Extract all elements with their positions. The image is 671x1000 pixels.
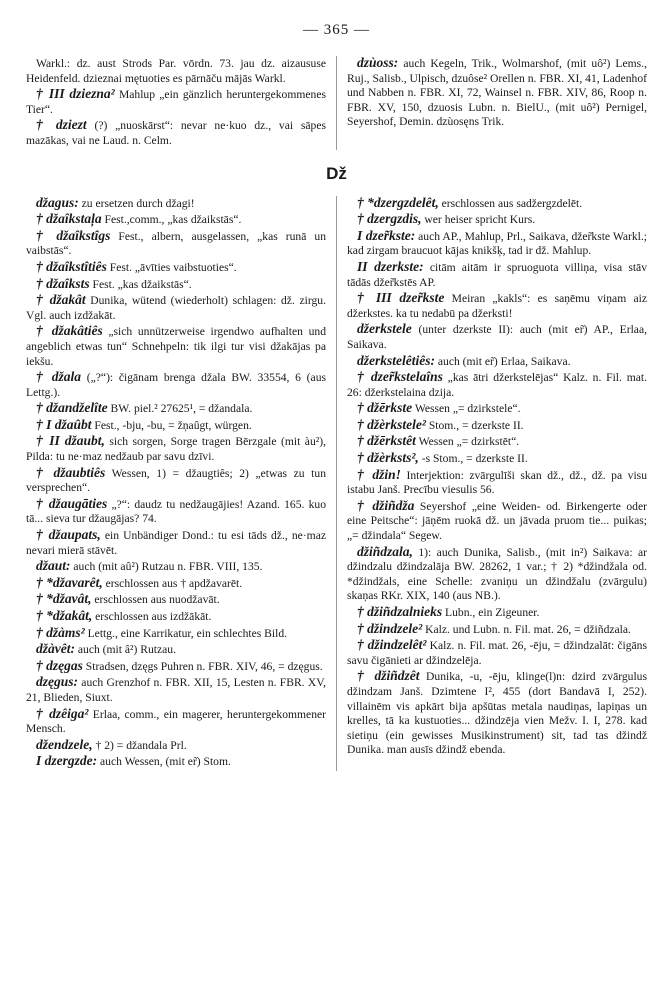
- entry-headword: † džaîkstîgs: [36, 227, 111, 243]
- entry-headword: džaut:: [36, 558, 71, 574]
- dictionary-entry: [347, 434, 647, 450]
- dictionary-entry: [26, 576, 326, 592]
- entry-text: erschlossen aus sadžergzdelēt.: [438, 196, 583, 210]
- entry-text: Kalz. und Lubn. n. Fil. mat. 26, = džiñdzala.: [422, 622, 631, 636]
- dictionary-entry: [26, 675, 326, 705]
- entry-headword: † džaîkstaļa: [36, 211, 102, 227]
- dictionary-entry: [26, 212, 326, 228]
- dictionary-entry: [347, 229, 647, 259]
- entry-headword: † džakât: [36, 292, 86, 308]
- entry-headword: † dzergzdis,: [357, 211, 422, 227]
- dictionary-entry: [26, 754, 326, 770]
- dictionary-entry: [347, 260, 647, 290]
- entry-headword: II dzerkste:: [357, 258, 424, 274]
- dictionary-entry: [347, 291, 647, 321]
- dictionary-entry: [347, 451, 647, 467]
- section-heading: Dž: [326, 163, 347, 183]
- top-left-column: [26, 56, 326, 150]
- dictionary-entry: [26, 434, 326, 464]
- entry-headword: † džiñdzêt: [357, 668, 420, 684]
- entry-text: erschlossen aus nuodžavāt.: [91, 593, 220, 607]
- entry-headword: † dzęgas: [36, 657, 83, 673]
- entry-text: Wessen „= dzirkstele“.: [412, 402, 521, 416]
- entry-headword: † *džakât,: [36, 608, 93, 623]
- entry-text: Wessen „= dzirkstēt“.: [415, 435, 520, 449]
- dictionary-entry: [347, 499, 647, 544]
- entry-headword: † *džavât,: [36, 591, 92, 607]
- entry-text: (unter dzerkste II): auch (mit er̃) AP., Erlaa, Saikava.: [347, 323, 647, 351]
- entry-text: Kalz. n. Fil. mat. 26, -ēju, = džindzalāt: čigāns savu čigānieti ar džindzelēja.: [347, 639, 647, 667]
- entry-text: citām aitām ir spruoguota villiņa, visa stāv tādās džer̃kstēs AP.: [347, 260, 647, 289]
- entry-text: Stradsen, dzęgs Puhren n. FBR. XIV, 46, = dzęgus.: [82, 659, 323, 673]
- entry-headword: dzęgus:: [36, 674, 79, 690]
- dictionary-entry: [26, 559, 326, 575]
- entry-text: † 2) = džandala Prl.: [92, 738, 187, 752]
- entry-text: Lettg., eine Karrikatur, ein schlechtes Bild.: [84, 626, 288, 640]
- dictionary-entry: [347, 669, 647, 758]
- entry-headword: † *dzergzdelêt,: [357, 194, 439, 210]
- dictionary-entry: [26, 260, 326, 276]
- column-divider: [336, 56, 337, 150]
- entry-headword: I dzergzde:: [36, 753, 98, 769]
- entry-text: auch Kegeln, Trik., Wolmarshof, (mit uô²) Lems., Ruj., Salisb., Ulpisch, dzuôse² Orellen n. FBR. XI, 41, Ladenhof und Nabben n. FBR. XI, 72, Wainsel n. FBR. XIV, 86, Roop n. FBR. XV, 150, dzuosis Lubn. n. BielU., (mit uô²) Pernigel, Seyershof, Demin. dzùosęns Trik.: [347, 57, 647, 129]
- dictionary-entry: [26, 528, 326, 558]
- entry-text: auch (mit er̃) Erlaa, Saikava.: [434, 354, 571, 368]
- entry-text: auch AP., Mahlup, Prl., Saikava, džer̃kste Warkl.; kad zirgam braucuot kājas knikšķ, tad ir dž. Mahlup.: [347, 229, 647, 258]
- dictionary-entry: [26, 293, 326, 323]
- entry-text: („?“): čigānam brenga džala BW. 33554, 6 (aus Lettg.).: [26, 371, 327, 399]
- entry-headword: † džērkste: [357, 400, 413, 416]
- entry-headword: džagus:: [36, 194, 79, 210]
- entry-headword: † džala: [36, 369, 82, 385]
- dictionary-entry: [347, 638, 647, 668]
- top-right-column: [347, 56, 647, 150]
- dictionary-entry: [347, 196, 647, 212]
- dictionary-entry: [26, 497, 326, 527]
- entry-headword: † džèrksts²,: [357, 450, 419, 466]
- entry-text: Lubn., ein Zigeuner.: [442, 606, 540, 619]
- dictionary-entry: [347, 212, 647, 228]
- dictionary-entry: [347, 468, 647, 498]
- entry-text: Fest., albern, ausgelassen, „kas runā un vaibstās“.: [26, 229, 326, 258]
- entry-headword: † džandželîte: [36, 400, 108, 416]
- dictionary-entry: [26, 118, 326, 148]
- entry-headword: † džaubtiês: [36, 464, 106, 480]
- entry-headword: † III dzer̃kste: [357, 290, 445, 306]
- entry-text: Interjektion: zvārgulīši skan dž., dž., dž. pa visu istabu Janš. Precību viesulis 56.: [347, 468, 647, 497]
- entry-text: auch (mit â²) Rutzau.: [74, 643, 177, 657]
- entry-text: auch (mit aû²) Rutzau n. FBR. VIII, 135.: [70, 560, 263, 574]
- entry-text: „sich unnützerweise irgendwo aufhalten und angeblich etwas tun“ Schnehpeln: tik ilgi tur visi džakājas pa iekšu.: [26, 325, 326, 368]
- dictionary-entry: [26, 87, 326, 117]
- entry-text: „kas ātri džerkstelējas“ Kalz. n. Fil. mat. 26: džerkstelaina dzija.: [347, 371, 647, 399]
- dictionary-entry: [347, 401, 647, 417]
- entry-text: sich sorgen, Sorge tragen Bērzgale (mit àu²), Pilda: tu ne·maz nedžaub par savu dzīvi.: [26, 435, 326, 464]
- dictionary-entry: [26, 738, 326, 754]
- entry-text: Fest. „āvīties vaibstuoties“.: [106, 260, 237, 274]
- entry-headword: džendzele,: [36, 736, 93, 752]
- entry-text: Seyershof „eine Weiden- od. Birkengerte oder eine Peitsche“: jāņēm ruokā dž. un jāvada pruom tie... puikas; „= džindala“ Segew.: [347, 499, 647, 543]
- entry-text: Fest., -bju, -bu, = žņaûgt, würgen.: [91, 418, 252, 432]
- dictionary-entry: [347, 56, 647, 130]
- dictionary-entry: [347, 605, 647, 621]
- dictionary-entry: [26, 418, 326, 434]
- entry-headword: † džiñdzalnieks: [357, 604, 443, 619]
- entry-headword: † dzêiga²: [36, 705, 89, 721]
- entry-headword: džerkstele: [357, 321, 412, 337]
- entry-headword: † džaîksts: [36, 275, 90, 291]
- entry-text: erschlossen aus izdžākāt.: [92, 610, 212, 623]
- dictionary-entry: [26, 196, 326, 212]
- dictionary-entry: [347, 370, 647, 400]
- page-number: — 365 —: [303, 22, 370, 38]
- entry-text: Fest. „kas džaikstās“.: [89, 277, 192, 291]
- entry-headword: † dziezt: [36, 117, 87, 133]
- dictionary-entry: [26, 659, 326, 675]
- entry-text: Meiran „kakls“: es saņēmu viņam aiz džerkstes. ka tu nedabū pa džerksti!: [347, 292, 648, 320]
- dictionary-entry: [26, 626, 326, 642]
- entry-text: auch Wessen, (mit er̃) Stom.: [97, 755, 231, 769]
- dictionary-entry: [347, 622, 647, 638]
- entry-headword: džàvêt:: [36, 641, 75, 657]
- entry-headword: † II džaubt,: [36, 433, 105, 449]
- entry-headword: I dzer̃kste:: [357, 227, 416, 243]
- entry-text: (?) „nuoskārst“: nevar ne·kuo dz., vai sāpes mazākas, vai ne Laud. n. Celm.: [26, 119, 326, 147]
- entry-headword: džiñdzala,: [357, 543, 413, 559]
- entry-headword: † džindzele²: [357, 620, 423, 636]
- column-divider: [336, 196, 337, 771]
- entry-headword: džerkstelêtiês:: [357, 352, 435, 368]
- entry-text: zu ersetzen durch džagi!: [78, 196, 195, 210]
- entry-text: ein Unbändiger Dond.: tu esi tāds dž., ne·maz nevari mierā stāvēt.: [26, 529, 326, 557]
- entry-headword: † *džavarêt,: [36, 574, 103, 590]
- right-column: [347, 196, 647, 771]
- top-columns: [26, 56, 647, 150]
- dictionary-entry: [26, 324, 326, 369]
- entry-headword: † džērkstêt: [357, 433, 416, 449]
- dictionary-entry: [26, 642, 326, 658]
- dictionary-entry: [26, 56, 326, 86]
- entry-headword: † džakâtiês: [36, 323, 103, 339]
- dictionary-entry: [347, 418, 647, 434]
- entry-headword: † džaugāties: [36, 495, 108, 511]
- entry-headword: † III dziezna²: [36, 86, 115, 102]
- entry-text: „?“: daudz tu nedžaugājies! Azand. 165. kuo tā... sieva tur džaugājas? 74.: [26, 497, 327, 526]
- entry-text: Stom., = dzerkste II.: [425, 418, 524, 432]
- dictionary-entry: [26, 707, 326, 737]
- entry-text: Dunika, -u, -ēju, klinge(l)n: dzird zvārgulus džindzam Janš. Dzimtene I², 455 (dort Bandavā I, 252). villainēm vis apkārt bija apšūtas metala naudiņas, lapiņas un krelles, tā ka kustuoties... džindzēja vien Mežv. I. I, 278. kad sietiņu (ein gewisses Musikinstrument) sit, tad tas džindž Dunika. man ausīs džindž ebenda.: [347, 670, 647, 757]
- entry-text: -s Stom., = dzerkste II.: [418, 452, 528, 466]
- entry-text: auch Grenzhof n. FBR. XII, 15, Lesten n. FBR. XV, 21, Blieden, Siuxt.: [26, 676, 326, 704]
- main-columns: [26, 196, 647, 771]
- dictionary-entry: [26, 592, 326, 608]
- dictionary-entry: [26, 277, 326, 293]
- left-column: [26, 196, 326, 771]
- entry-headword: † dzer̃kstelaîns: [357, 369, 443, 385]
- entry-headword: † džaîkstîtiês: [36, 258, 107, 274]
- dictionary-entry: [26, 401, 326, 417]
- dictionary-entry: [26, 466, 326, 496]
- dictionary-entry: [26, 229, 326, 259]
- entry-headword: dzùoss:: [357, 55, 399, 70]
- entry-text: Wessen, 1) = džaugtiês; 2) „etwas zu tun versprechen“.: [26, 466, 326, 495]
- entry-headword: † džaupats,: [36, 527, 101, 543]
- entry-text: wer heiser spricht Kurs.: [421, 213, 536, 227]
- dictionary-entry: [347, 354, 647, 370]
- entry-text: Fest.,comm., „kas džaikstās“.: [101, 213, 242, 227]
- dictionary-entry: [26, 609, 326, 625]
- dictionary-entry: [347, 322, 647, 352]
- entry-headword: † džiñdža: [357, 497, 415, 513]
- entry-text: BW. piel.² 27625¹, = džandala.: [107, 402, 253, 416]
- entry-text: Warkl.: dz. aust Strods Par. vōrdn. 73. jau dz. aizaususe Heidenfeld. dzieznai mętuoties es pārnāču mājās Warkl.: [26, 57, 326, 85]
- entry-headword: † džindzelêt²: [357, 637, 427, 653]
- entry-headword: † džèrkstele²: [357, 416, 426, 432]
- entry-text: Mahlup „ein gänzlich heruntergekommenes Tier“.: [26, 88, 326, 116]
- entry-text: 1): auch Dunika, Salisb., (mit in²) Saikava: ar džindzalu džindzalāja BW. 28262, 1 var.; † 2) *džindžala od. *džindžals, eine Schelle: zvaniņu un džindžalu (zvārgulu) skaņas RKr. XIX, 140 (aus NB.).: [347, 545, 647, 603]
- entry-headword: † džàms²: [36, 624, 85, 640]
- dictionary-entry: [26, 370, 326, 400]
- entry-headword: † džin!: [357, 466, 401, 482]
- entry-text: Erlaa, comm., ein magerer, heruntergekommener Mensch.: [26, 707, 326, 736]
- dictionary-entry: [347, 545, 647, 604]
- entry-text: Dunika, wütend (wiederholt) schlagen: dž. zirgu. Vgl. auch izdžakāt.: [26, 294, 326, 322]
- entry-headword: † I džaûbt: [36, 416, 92, 432]
- entry-text: erschlossen aus † apdžavarēt.: [102, 576, 243, 590]
